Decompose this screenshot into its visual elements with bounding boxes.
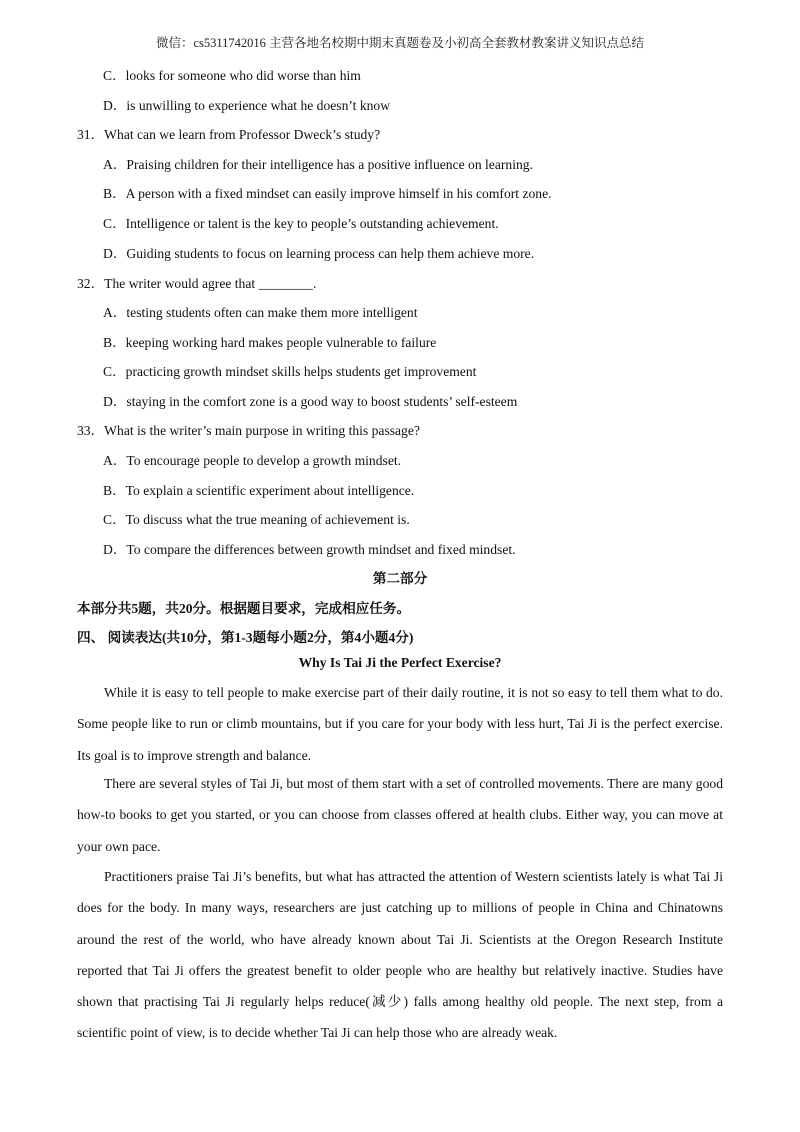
q32-option-b: B．keeping working hard makes people vulnerable to failure xyxy=(103,335,437,350)
q31-stem: 31．What can we learn from Professor Dweck’s study? xyxy=(77,127,381,142)
q32-option-c: C．practicing growth mindset skills helps students get improvement xyxy=(103,364,477,379)
q33-option-b: B．To explain a scientific experiment about intelligence. xyxy=(103,483,415,498)
passage-title: Why Is Tai Ji the Perfect Exercise? xyxy=(298,655,502,670)
passage-paragraph-2: There are several styles of Tai Ji, but most of them start with a set of controlled movements. There are many good how-to books to get you started, or you can choose from classes offered at health clubs. Either way, you can move at your own pace. xyxy=(77,776,723,854)
q31-option-a: A．Praising children for their intelligence has a positive influence on learning. xyxy=(103,157,533,172)
q30-option-d: D．is unwilling to experience what he doesn’t know xyxy=(103,98,391,113)
q33-option-c: C．To discuss what the true meaning of achievement is. xyxy=(103,512,410,527)
q31-option-c: C．Intelligence or talent is the key to people’s outstanding achievement. xyxy=(103,216,499,231)
part-two-heading: 第二部分 xyxy=(372,571,428,586)
q32-option-a: A．testing students often can make them more intelligent xyxy=(103,305,418,320)
passage-paragraph-3: Practitioners praise Tai Ji’s benefits, but what has attracted the attention of Western scientists lately is what Tai Ji does for the body. In many ways, researchers are just catching up to millions of people in China and Chinatowns around the rest of the world, who have already known about Tai Ji. Scientists at the Oregon Research Institute reported that Tai Ji offers the greatest benefit to older people who are healthy but relatively inactive. Studies have shown that practising Tai Ji regularly helps reduce(减少) falls among healthy old people. The next step, from a scientific point of view, is to decide whether Tai Ji can help those who are already weak. xyxy=(77,869,723,1041)
page-header-watermark: 微信：cs5311742016 主营各地名校期中期末真题卷及小初高全套教材教案讲义知识点总结 xyxy=(155,36,645,50)
q31-option-b: B．A person with a fixed mindset can easily improve himself in his comfort zone. xyxy=(103,186,552,201)
q33-stem: 33．What is the writer’s main purpose in writing this passage? xyxy=(77,423,420,438)
q33-option-a: A．To encourage people to develop a growth mindset. xyxy=(103,453,402,468)
q30-option-c: C．looks for someone who did worse than him xyxy=(103,68,361,83)
q32-option-d: D．staying in the comfort zone is a good way to boost students’ self-esteem xyxy=(103,394,518,409)
q33-option-d: D．To compare the differences between growth mindset and fixed mindset. xyxy=(103,542,516,557)
q31-option-d: D．Guiding students to focus on learning process can help them achieve more. xyxy=(103,246,535,261)
passage-paragraph-1: While it is easy to tell people to make exercise part of their daily routine, it is not so easy to tell them what to do. Some people like to run or climb mountains, but if you care for your body with less hurt, Tai Ji is the perfect exercise. Its goal is to improve strength and balance. xyxy=(77,685,723,763)
q32-stem: 32．The writer would agree that ________. xyxy=(77,276,317,291)
section-four-heading: 四、 阅读表达(共10分，第1-3题每小题2分，第4小题4分) xyxy=(77,630,414,645)
part-two-instruction: 本部分共5题，共20分。根据题目要求，完成相应任务。 xyxy=(77,601,411,616)
